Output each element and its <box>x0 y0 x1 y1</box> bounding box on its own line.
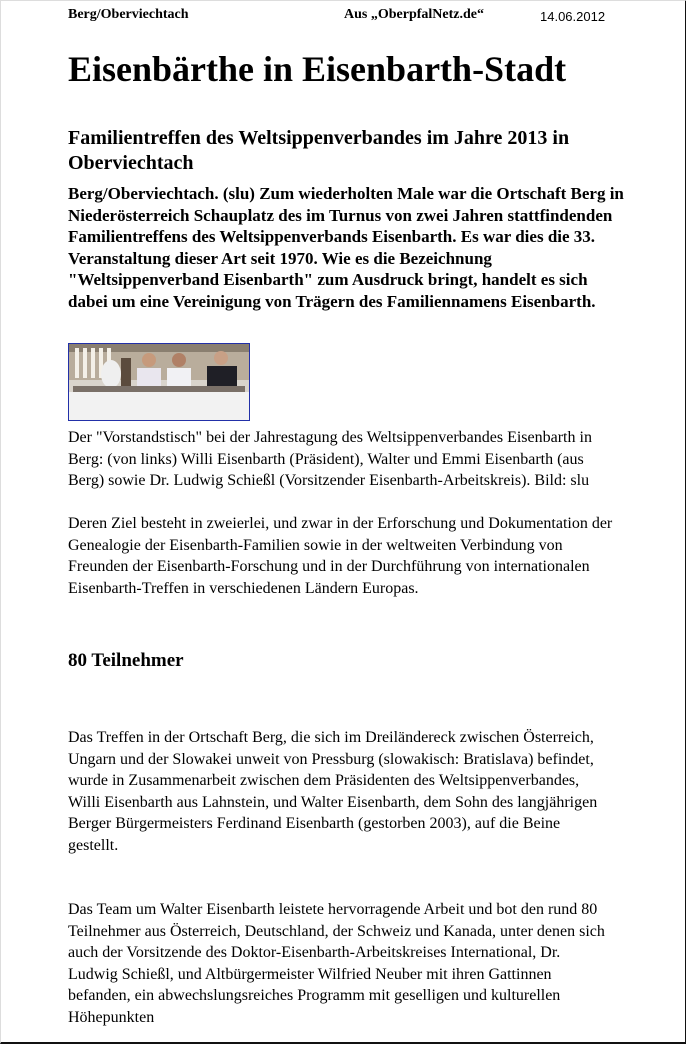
header-source: Aus „OberpfalNetz.de“ <box>344 7 484 22</box>
header-date: 14.06.2012 <box>540 9 606 24</box>
article-title: Eisenbärthe in Eisenbarth-Stadt <box>68 49 567 89</box>
article-lead: Berg/Oberviechtach. (slu) Zum wiederholten Male war die Ortschaft Berg in Niederösterreich Schauplatz des im Turnus von zwei Jahren stattfindenden Familientreffens des Weltsippenverbands Eisenbarth. Es war dies die 33. Veranstaltung dieser Art seit 1970. Wie es die Bezeichnung "Weltsippenverband Eisenbarth" zum Ausdruck bringt, handelt es sich dabei um eine Vereinigung von Trägern des Familiennamens Eisenbarth. <box>68 184 624 311</box>
article-photo <box>68 343 250 421</box>
section-heading: 80 Teilnehmer <box>68 650 184 671</box>
photo-caption: Der "Vorstandstisch" bei der Jahrestagung des Weltsippenverbandes Eisenbarth in Berg: (von links) Willi Eisenbarth (Präsident), Walter und Emmi Eisenbarth (aus Berg) sowie Dr. Ludwig Schießl (Vorsitzender Eisenbarth-Arbeitskreis). Bild: slu <box>68 429 592 489</box>
paragraph-1: Deren Ziel besteht in zweierlei, und zwar in der Erforschung und Dokumentation der Genealogie der Eisenbarth-Familien sowie in der weltweiten Verbindung von Freunden der Eisenbarth-Forschung und in der Durchführung von internationalen Eisenbarth-Treffen in verschiedenen Ländern Europas. <box>68 515 613 597</box>
paragraph-3: Das Team um Walter Eisenbarth leistete hervorragende Arbeit und bot den rund 80 Teilnehmer aus Österreich, Deutschland, der Schweiz und Kanada, unter denen sich auch der Vorsitzende des Doktor-Eisenbarth-Arbeitskreises International, Dr. Ludwig Schießl, und Altbürgermeister Wilfried Neuber mit ihren Gattinnen befanden, ein abwechslungsreiches Programm mit geselligen und kulturellen Höhepunkten <box>68 901 605 1026</box>
header-location: Berg/Oberviechtach <box>68 7 189 22</box>
photo-image <box>69 344 249 420</box>
article-subtitle: Familientreffen des Weltsippenverbandes im Jahre 2013 in Oberviechtach <box>68 127 570 174</box>
paragraph-2: Das Treffen in der Ortschaft Berg, die sich im Dreiländereck zwischen Österreich, Ungarn und der Slowakei unweit von Pressburg (slowakisch: Bratislava) befindet, wurde in Zusammenarbeit zwischen dem Präsidenten des Weltsippenverbandes, Willi Eisenbarth aus Lahnstein, und Walter Eisenbarth, dem Sohn des langjährigen Berger Bürgermeisters Ferdinand Eisenbarth (gestorben 2003), auf die Beine gestellt. <box>68 729 598 854</box>
